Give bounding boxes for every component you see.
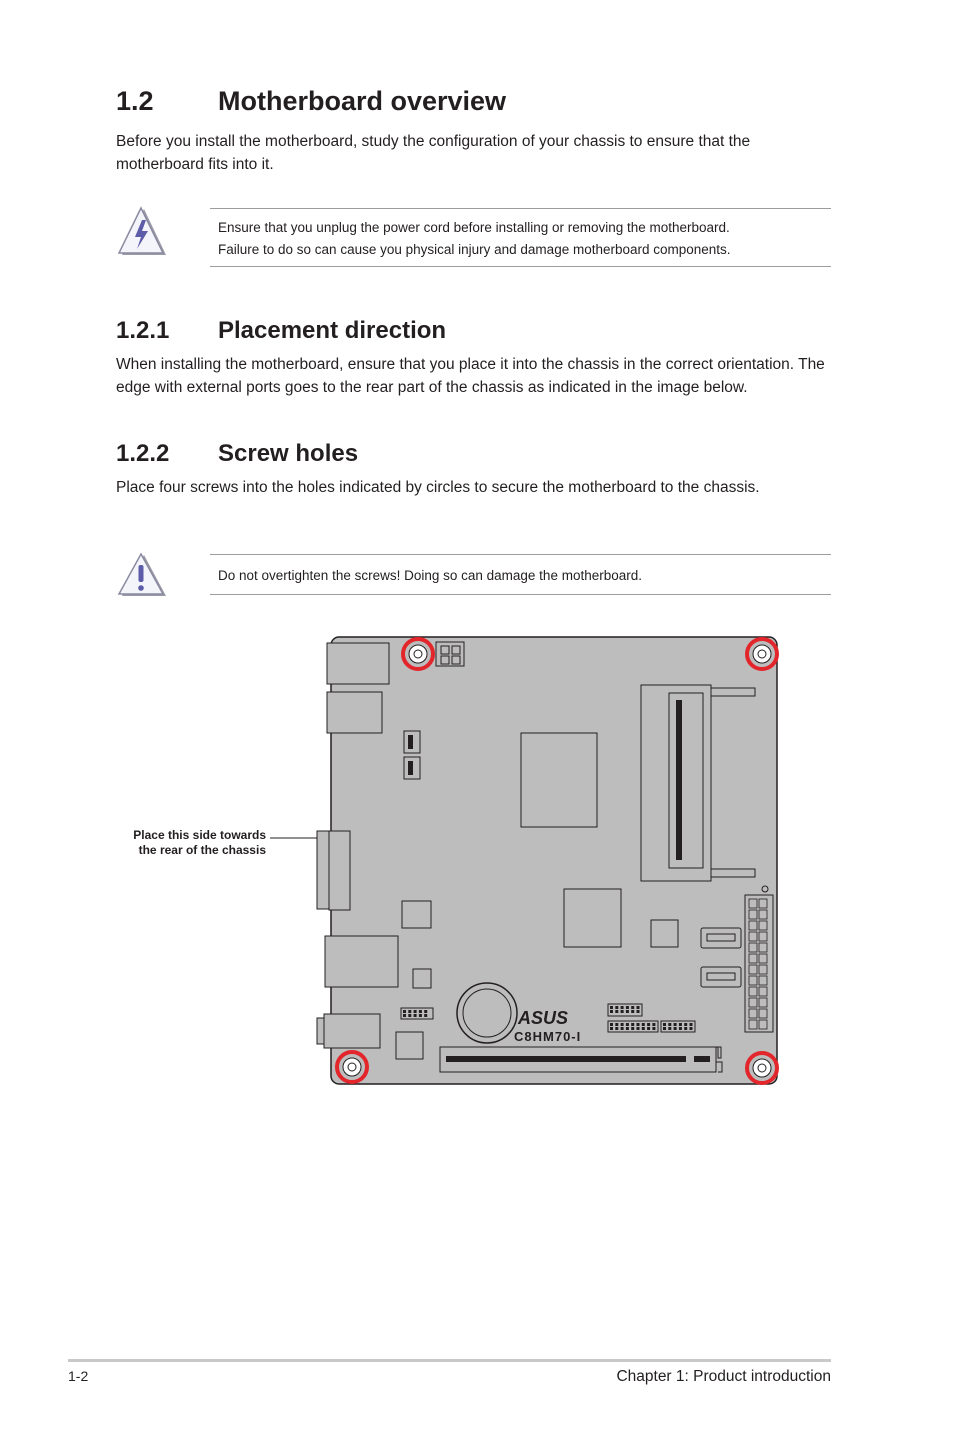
vga-flange (317, 831, 329, 909)
caution-line-1: Ensure that you unplug the power cord before installing or removing the motherboard. (218, 220, 730, 235)
caution-note (210, 208, 831, 267)
section-heading (116, 86, 506, 117)
placement-number: 1.2.1 (116, 317, 170, 344)
screw-holes-text: Place four screws into the holes indicated by circles to secure the motherboard to the chassis. (116, 479, 760, 496)
section-number: 1.2 (116, 86, 154, 116)
small-chip-1 (402, 901, 431, 928)
model-label: C8HM70-I (514, 1029, 582, 1044)
rear-port-3 (325, 936, 398, 987)
small-chip-4 (396, 1032, 423, 1059)
chapter-title: Chapter 1: Product introduction (616, 1368, 831, 1385)
screw-holes-number: 1.2.2 (116, 440, 170, 467)
motherboard-diagram (260, 630, 790, 1090)
small-chip-3 (413, 969, 431, 988)
footer-divider (68, 1359, 831, 1362)
section-intro: Before you install the motherboard, study the configuration of your chassis to ensure that the motherboard fits into it. (116, 133, 751, 173)
brand-logo: ASUS (518, 1008, 569, 1028)
rear-port-2 (327, 692, 382, 733)
placement-title: Placement direction (218, 317, 447, 344)
section-title: Motherboard overview (218, 86, 507, 116)
callout-line-1: Place this side towards (133, 828, 266, 842)
caution-line-2: Failure to do so can cause you physical injury and damage motherboard components. (218, 242, 731, 257)
cpu-chip (521, 733, 597, 827)
vga-port (329, 831, 350, 910)
audio-port (324, 1014, 380, 1048)
screw-note-text: Do not overtighten the screws! Doing so can damage the motherboard. (218, 568, 642, 583)
page-number: 1-2 (68, 1368, 89, 1384)
small-chip-2 (651, 920, 678, 947)
screw-holes-title: Screw holes (218, 440, 359, 467)
screw-holes-heading (116, 440, 358, 468)
placement-text: When installing the motherboard, ensure that you place it into the chassis in the correct orientation. The edge with external ports goes to the rear part of the chassis as indicated in the image below. (116, 356, 825, 396)
screw-note (210, 554, 831, 595)
rear-port-1 (327, 643, 389, 684)
rear-side-callout (80, 828, 266, 858)
callout-line-2: the rear of the chassis (138, 843, 266, 857)
electric-shock-warning-icon (114, 206, 168, 258)
placement-heading (116, 317, 446, 345)
chipset (564, 889, 621, 947)
caution-exclamation-icon (114, 552, 168, 598)
